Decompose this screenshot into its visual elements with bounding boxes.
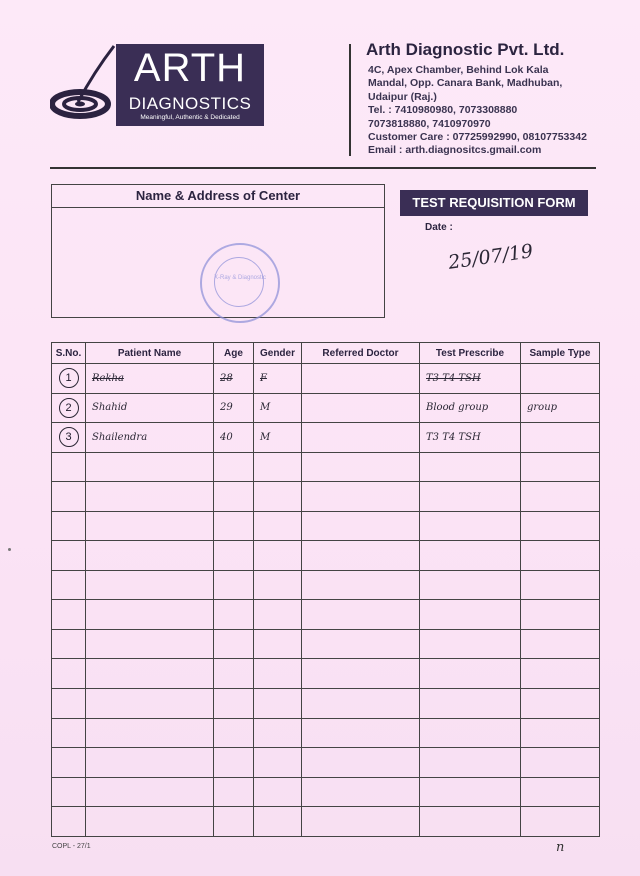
- empty-cell: [52, 689, 86, 719]
- empty-table-row: [52, 570, 600, 600]
- footer-mark: n: [556, 840, 565, 855]
- cell-sno: [52, 393, 86, 423]
- cell-gender: F: [254, 364, 302, 394]
- empty-cell: [86, 659, 214, 689]
- empty-cell: [254, 452, 302, 482]
- empty-cell: [52, 541, 86, 571]
- empty-cell: [214, 777, 254, 807]
- company-address: [368, 64, 587, 158]
- empty-cell: [254, 600, 302, 630]
- empty-table-row: [52, 689, 600, 719]
- empty-table-row: [52, 511, 600, 541]
- empty-table-row: [52, 541, 600, 571]
- form-code: COPL - 27/1: [52, 843, 91, 850]
- center-box-title: Name & Address of Center: [52, 185, 384, 208]
- empty-cell: [86, 511, 214, 541]
- paper-punch-mark: [8, 548, 11, 551]
- empty-table-row: [52, 600, 600, 630]
- empty-cell: [420, 482, 521, 512]
- sno-circle: 3: [59, 427, 79, 447]
- address-line: 7073818880, 7410970970: [368, 117, 491, 130]
- empty-cell: [86, 629, 214, 659]
- empty-cell: [86, 452, 214, 482]
- empty-cell: [214, 600, 254, 630]
- empty-table-row: [52, 629, 600, 659]
- patient-table: [51, 342, 600, 837]
- empty-cell: [52, 659, 86, 689]
- center-address-box: [51, 184, 385, 318]
- empty-cell: [302, 482, 420, 512]
- sno-circle: 1: [59, 368, 79, 388]
- logo-box: [116, 44, 264, 126]
- address-line: 4C, Apex Chamber, Behind Lok Kala: [368, 64, 549, 76]
- cell-age: 40: [214, 423, 254, 453]
- address-line: Mandal, Opp. Canara Bank, Madhuban,: [368, 77, 563, 90]
- empty-cell: [302, 807, 420, 837]
- col-header-test-prescribe: Test Prescribe: [420, 343, 521, 364]
- empty-cell: [302, 777, 420, 807]
- empty-cell: [521, 452, 600, 482]
- logo-tagline: Meaningful, Authentic & Dedicated: [140, 114, 240, 121]
- empty-cell: [521, 600, 600, 630]
- empty-cell: [521, 659, 600, 689]
- col-header-referred-doctor: Referred Doctor: [302, 343, 420, 364]
- empty-cell: [420, 807, 521, 837]
- empty-cell: [254, 718, 302, 748]
- header-rule: [50, 167, 596, 169]
- empty-cell: [521, 807, 600, 837]
- empty-cell: [302, 689, 420, 719]
- date-label: Date :: [425, 222, 453, 233]
- empty-cell: [254, 777, 302, 807]
- empty-cell: [86, 689, 214, 719]
- empty-cell: [302, 748, 420, 778]
- empty-cell: [302, 659, 420, 689]
- stamp-inner-ring: [214, 257, 264, 307]
- date-value: 25/07/19: [446, 240, 535, 274]
- empty-table-row: [52, 659, 600, 689]
- empty-cell: [86, 541, 214, 571]
- empty-cell: [214, 659, 254, 689]
- center-stamp: [200, 243, 280, 323]
- empty-cell: [86, 807, 214, 837]
- empty-cell: [302, 600, 420, 630]
- empty-cell: [521, 777, 600, 807]
- empty-cell: [214, 718, 254, 748]
- col-header-sno: S.No.: [52, 343, 86, 364]
- empty-cell: [521, 629, 600, 659]
- empty-cell: [254, 748, 302, 778]
- address-line: Email : arth.diagnositcs.gmail.com: [368, 144, 542, 157]
- empty-cell: [420, 511, 521, 541]
- empty-cell: [521, 718, 600, 748]
- empty-cell: [254, 659, 302, 689]
- cell-patient-name: Rekha: [86, 364, 214, 394]
- empty-cell: [521, 511, 600, 541]
- table-row: [52, 423, 600, 453]
- empty-cell: [86, 482, 214, 512]
- empty-cell: [86, 748, 214, 778]
- sno-circle: 2: [59, 398, 79, 418]
- cell-referred-doctor: [302, 423, 420, 453]
- cell-test-prescribe: T3 T4 TSH: [420, 364, 521, 394]
- logo-subtitle: DIAGNOSTICS: [128, 94, 252, 113]
- empty-cell: [52, 777, 86, 807]
- empty-cell: [254, 629, 302, 659]
- empty-cell: [214, 541, 254, 571]
- empty-cell: [521, 482, 600, 512]
- empty-cell: [420, 600, 521, 630]
- col-header-patient-name: Patient Name: [86, 343, 214, 364]
- empty-cell: [254, 807, 302, 837]
- cell-gender: M: [254, 393, 302, 423]
- empty-cell: [254, 689, 302, 719]
- empty-cell: [521, 689, 600, 719]
- cell-test-prescribe: Blood group: [420, 393, 521, 423]
- cell-referred-doctor: [302, 364, 420, 394]
- logo-wordmark: ARTH: [133, 46, 247, 90]
- table-row: [52, 364, 600, 394]
- empty-cell: [52, 748, 86, 778]
- empty-cell: [420, 748, 521, 778]
- cell-sno: [52, 364, 86, 394]
- empty-cell: [302, 718, 420, 748]
- empty-cell: [302, 511, 420, 541]
- empty-cell: [420, 777, 521, 807]
- empty-cell: [52, 600, 86, 630]
- empty-cell: [52, 629, 86, 659]
- empty-cell: [420, 570, 521, 600]
- cell-age: 29: [214, 393, 254, 423]
- empty-cell: [52, 570, 86, 600]
- empty-cell: [254, 570, 302, 600]
- empty-table-row: [52, 748, 600, 778]
- empty-cell: [214, 570, 254, 600]
- cell-patient-name: Shahid: [86, 393, 214, 423]
- empty-table-row: [52, 482, 600, 512]
- empty-cell: [214, 452, 254, 482]
- empty-cell: [214, 482, 254, 512]
- empty-cell: [254, 541, 302, 571]
- company-name: Arth Diagnostic Pvt. Ltd.: [366, 40, 565, 59]
- empty-cell: [302, 452, 420, 482]
- empty-cell: [52, 511, 86, 541]
- address-line: Customer Care : 07725992990, 08107753342: [368, 131, 587, 144]
- empty-cell: [521, 748, 600, 778]
- cell-sample-type: [521, 364, 600, 394]
- empty-table-row: [52, 777, 600, 807]
- empty-cell: [214, 689, 254, 719]
- cell-test-prescribe: T3 T4 TSH: [420, 423, 521, 453]
- empty-cell: [302, 629, 420, 659]
- stamp-text: X-Ray & Diagnostic: [213, 275, 267, 281]
- empty-table-row: [52, 718, 600, 748]
- empty-cell: [214, 511, 254, 541]
- empty-cell: [254, 482, 302, 512]
- cell-sample-type: [521, 423, 600, 453]
- empty-cell: [420, 689, 521, 719]
- target-logo-icon: [50, 42, 120, 132]
- col-header-sample-type: Sample Type: [521, 343, 600, 364]
- cell-patient-name: Shailendra: [86, 423, 214, 453]
- empty-cell: [52, 807, 86, 837]
- empty-cell: [86, 600, 214, 630]
- empty-cell: [52, 482, 86, 512]
- address-line: Tel. : 7410980980, 7073308880: [368, 104, 518, 117]
- empty-cell: [214, 629, 254, 659]
- empty-cell: [52, 452, 86, 482]
- table-header-row: [52, 343, 600, 364]
- empty-table-row: [52, 807, 600, 837]
- header-divider: [349, 44, 351, 156]
- empty-cell: [420, 629, 521, 659]
- cell-age: 28: [214, 364, 254, 394]
- empty-cell: [302, 541, 420, 571]
- empty-cell: [521, 570, 600, 600]
- cell-referred-doctor: [302, 393, 420, 423]
- cell-gender: M: [254, 423, 302, 453]
- empty-cell: [420, 452, 521, 482]
- empty-cell: [302, 570, 420, 600]
- empty-cell: [86, 777, 214, 807]
- cell-sno: [52, 423, 86, 453]
- empty-cell: [86, 570, 214, 600]
- table-row: [52, 393, 600, 423]
- cell-sample-type: group: [521, 393, 600, 423]
- empty-cell: [420, 659, 521, 689]
- col-header-gender: Gender: [254, 343, 302, 364]
- col-header-age: Age: [214, 343, 254, 364]
- empty-cell: [214, 748, 254, 778]
- empty-cell: [254, 511, 302, 541]
- empty-cell: [420, 718, 521, 748]
- empty-rows: [52, 452, 600, 836]
- address-line: Udaipur (Raj.): [368, 90, 437, 103]
- empty-table-row: [52, 452, 600, 482]
- empty-cell: [521, 541, 600, 571]
- empty-cell: [86, 718, 214, 748]
- empty-cell: [420, 541, 521, 571]
- empty-cell: [52, 718, 86, 748]
- form-title: TEST REQUISITION FORM: [400, 190, 588, 216]
- empty-cell: [214, 807, 254, 837]
